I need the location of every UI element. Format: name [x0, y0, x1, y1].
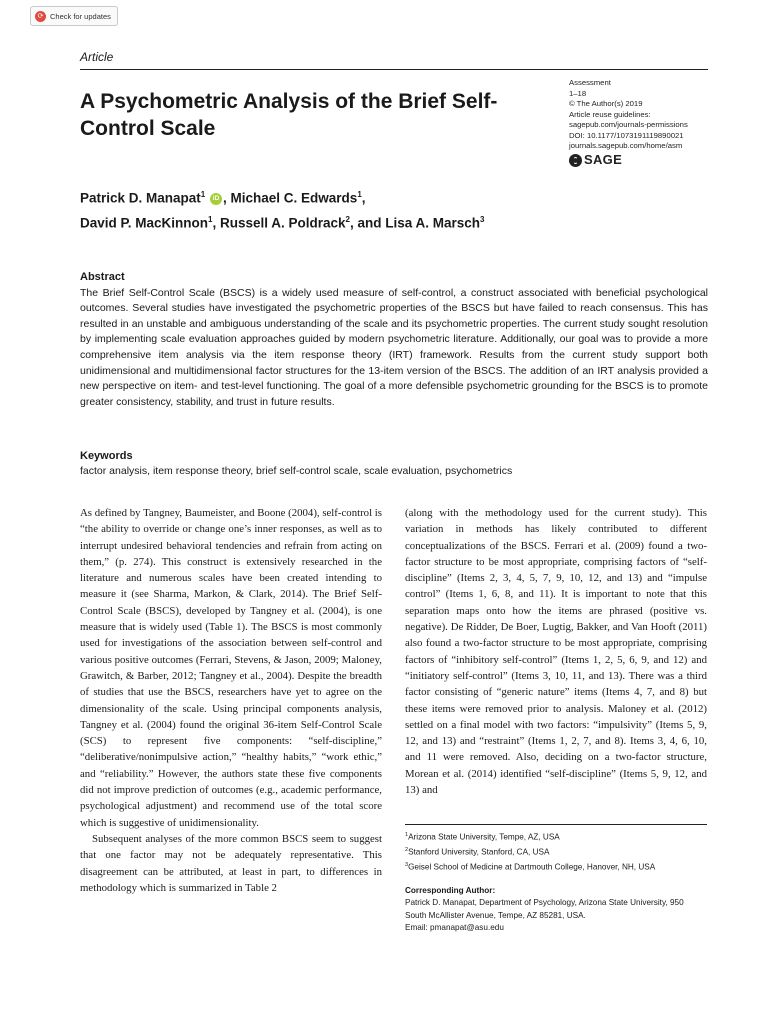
body-column-right	[405, 505, 707, 798]
affiliation-marker: 2	[345, 214, 350, 224]
copyright: © The Author(s) 2019	[569, 99, 643, 108]
affiliation-marker: 1	[200, 190, 206, 199]
refresh-icon: ⟳	[35, 11, 46, 22]
footnote-rule	[405, 824, 707, 825]
affiliation-text: Geisel School of Medicine at Dartmouth College, Hanover, NH, USA	[408, 863, 656, 873]
abstract-heading: Abstract	[80, 271, 125, 283]
affiliation-marker: 3	[405, 862, 409, 869]
author-name: Patrick D. Manapat	[80, 190, 201, 206]
footnotes	[405, 829, 707, 935]
corresponding-author	[405, 885, 707, 935]
check-for-updates-button[interactable]	[30, 6, 118, 26]
affiliation-marker: 1	[357, 190, 362, 199]
keywords-section	[80, 449, 708, 479]
affiliation-3	[405, 859, 707, 874]
author-name: , Michael C. Edwards	[223, 190, 358, 206]
orcid-icon[interactable]: iD	[210, 193, 222, 205]
affiliation-2	[405, 844, 707, 859]
doi-link[interactable]: DOI: 10.1177/1073191119890021	[569, 130, 684, 140]
affiliation-marker: 1	[405, 832, 409, 838]
affiliation-marker: 3	[480, 214, 485, 224]
author-list	[80, 184, 700, 233]
author-line-1	[80, 184, 700, 209]
author-name: , and Lisa A. Marsch	[350, 215, 481, 230]
paper-title: A Psychometric Analysis of the Brief Self-Control Scale	[80, 90, 498, 140]
journal-home-link[interactable]: journals.sagepub.com/home/asm	[569, 141, 683, 150]
publisher-logo	[569, 151, 719, 167]
affiliation-marker: 2	[405, 847, 409, 854]
body-column-left	[80, 505, 382, 896]
author-name: David P. MacKinnon	[80, 215, 209, 230]
author-name: , Russell A. Poldrack	[212, 215, 346, 230]
reuse-label: Article reuse guidelines:	[569, 109, 651, 119]
keywords-heading: Keywords	[80, 450, 133, 462]
author-line-2	[80, 209, 700, 234]
journal-name: Assessment	[569, 78, 611, 87]
article-type-label: Article	[80, 50, 114, 64]
header-rule	[80, 69, 708, 70]
affiliation-marker: 1	[208, 214, 213, 224]
author-separator: ,	[361, 190, 366, 206]
abstract-section	[80, 270, 708, 410]
body-paragraph: As defined by Tangney, Baumeister, and Boone (2004), self-control is “the ability to override or change one’s inner responses, as well as to interrupt undesired behavioral tendencies and refrain from acting on them,” (p. 274). This construct is extensively researched in the literature and numerous scales have been created intending to measure it (see Sharma, Markon, & Clark, 2014). The Brief Self-Control Scale (BSCS), developed by Tangney et al. (2004), is one measure that is widely used (Table 1). The BSCS is most commonly used for investigations of the association between self-control and various positive outcomes (Ferrari, Stevens, & Jason, 2009; Maloney, Grawitch, & Barber, 2012; Tangney et al., 2004). Despite the breadth of studies that use the BSCS, researchers have yet to agree on the dimensionality of the scale. Using principal components analysis, Tangney et al. (2004) found the original 36-item Self-Control Scale (SCS) to represent five components: “self-discipline,” “deliberative/nonimpulsive action,” “healthy habits,” “work ethic,” and “reliability.” However, the authors state these five components did not improve prediction of outcomes (e.g., academic performance, psychological adjustment) and recommend use of the total score which is suggestive of unidimensionality.	[80, 507, 382, 829]
check-for-updates-label: Check for updates	[50, 11, 111, 21]
affiliation-text: Stanford University, Stanford, CA, USA	[408, 847, 550, 857]
corresponding-heading: Corresponding Author:	[405, 885, 496, 895]
corresponding-address: Patrick D. Manapat, Department of Psychology, Arizona State University, 950 South McAllister Avenue, Tempe, AZ 85281, USA.	[405, 898, 684, 920]
publisher-name: SAGE	[584, 151, 623, 167]
corresponding-email[interactable]: Email: pmanapat@asu.edu	[405, 923, 504, 933]
body-paragraph: (along with the methodology used for the current study). This variation in methods has likely contributed to different conceptualizations of the BSCS. Ferrari et al. (2009) found a two-factor structure to be most appropriate, comprising factors of “self-discipline” (Items 2, 3, 4, 5, 7, 9, 10, 12, and 13) and “impulse control” (Items 1, 6, 8, and 11). It is important to note that this separation maps onto how the items are phrased (positive vs. negative). De Ridder, De Boer, Lugtig, Bakker, and Van Hooft (2011) also found a two-factor structure to be most appropriate, comprising factors of “inhibitory self-control” (Items 1, 2, 5, 6, 9, and 12) and “initiatory self-control” (Items 3, 10, 11, and 13). There was a third factor consisting of “generic nature” items (Items 4, 7, and 8) but these items were removed prior to analysis. Maloney et al. (2012) settled on a final model with two factors: “impulsivity” (Items 5, 9, 12, and 13) and “restraint” (Items 1, 2, 7, and 8). Items 3, 4, 6, 10, and 11 were removed. Also, deciding on a two-factor structure, Morean et al. (2014) identified “self-discipline” (Items 5, 9, 12, and 13) and	[405, 507, 707, 797]
body-paragraph: Subsequent analyses of the more common BSCS seem to suggest that one factor may not be adequately representative. This disagreement can be attributed, at least in part, to differences in methodology which is summarized in Table 2	[80, 832, 382, 894]
reuse-link[interactable]: sagepub.com/journals-permissions	[569, 120, 688, 129]
keywords-text: factor analysis, item response theory, brief self-control scale, scale evaluation, psychometrics	[80, 465, 513, 477]
abstract-text: The Brief Self-Control Scale (BSCS) is a widely used measure of self-control, a construct associated with beneficial psychological outcomes. Several studies have investigated the psychometric properties of the BSCS but have failed to reach consensus. This has resulted in an unstable and ambiguous understanding of the scale and its psychometric properties. The current study sought resolution by implementing scale evaluation approaches guided by modern psychometric literature. Additionally, our goal was to provide a more comprehensive item analysis via the item response theory (IRT) framework. Results from the current study support both unidimensional and multidimensional factor structures for the 13-item version of the BSCS. The addition of an IRT analysis provided a new perspective on item- and test-level functioning. The goal of a more defensible psychometric grounding for the BSCS is to promote greater consistency, stability, and trust in future results.	[80, 286, 708, 408]
affiliation-1	[405, 829, 707, 844]
affiliation-text: Arizona State University, Tempe, AZ, USA	[408, 832, 560, 842]
page-range: 1–18	[569, 88, 587, 98]
journal-meta	[569, 78, 719, 167]
sage-logo-icon	[569, 154, 582, 167]
